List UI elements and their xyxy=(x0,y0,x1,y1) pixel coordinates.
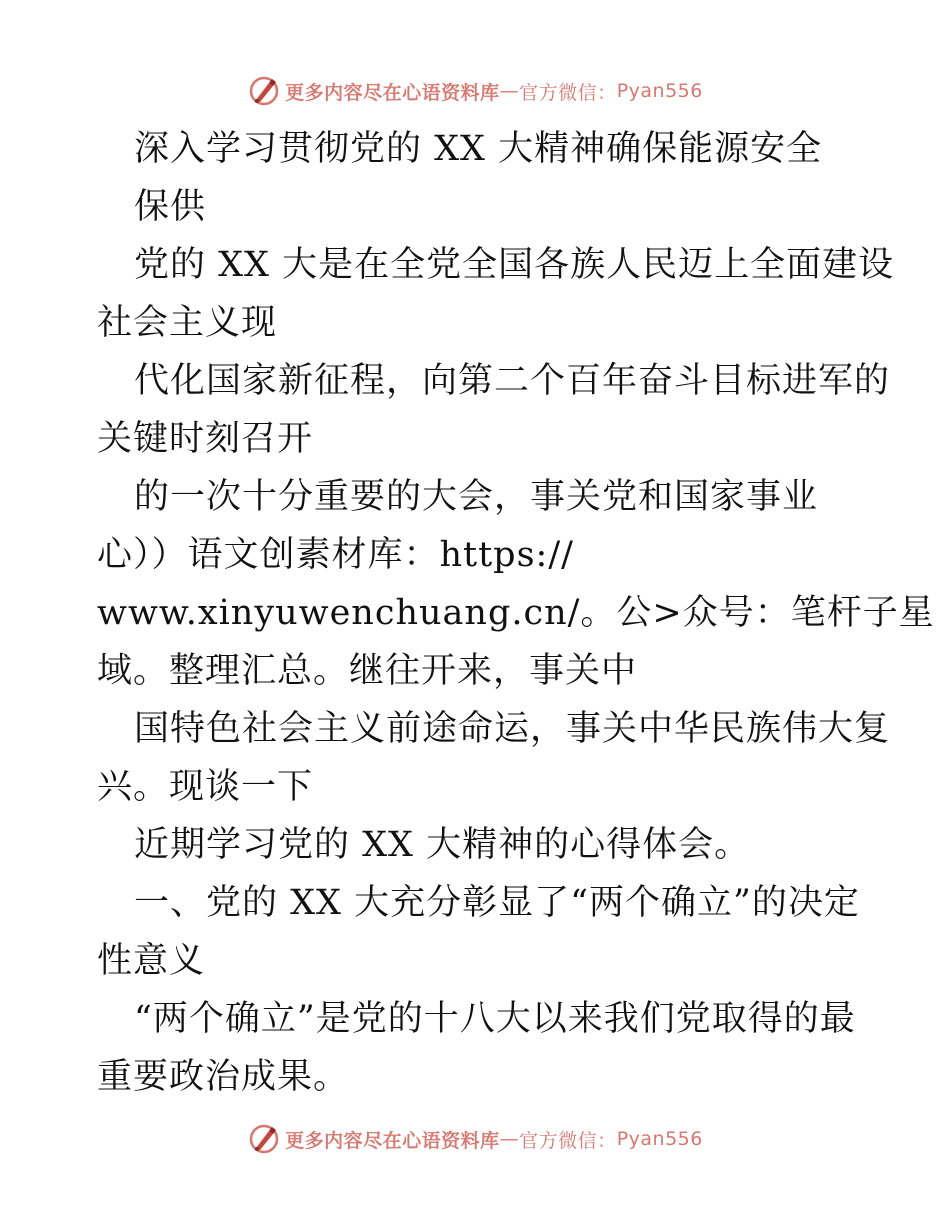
paragraph-line: 心））语文创素材库：https:// xyxy=(97,535,574,575)
paragraph-line: 关键时刻召开 xyxy=(97,419,314,459)
paragraph-line: “两个确立”是党的十八大以来我们党取得的最 xyxy=(134,999,856,1039)
banner-wechat-id: Pyan556 xyxy=(616,80,703,102)
title-line-1: 深入学习贯彻党的 XX 大精神确保能源安全 xyxy=(134,129,823,169)
banner-site-text: 更多内容尽在心语资料库 xyxy=(285,1129,500,1152)
pen-circle-logo-icon xyxy=(247,1122,281,1156)
paragraph-line: 国特色社会主义前途命运，事关中华民族伟大复 xyxy=(134,709,891,749)
paragraph-line: 重要政治成果。 xyxy=(97,1057,350,1097)
paragraph-line: 党的 XX 大是在全党全国各族人民迈上全面建设 xyxy=(134,245,895,285)
paragraph-line: 近期学习党的 XX 大精神的心得体会。 xyxy=(134,825,751,865)
paragraph-line: 的一次十分重要的大会，事关党和国家事业 xyxy=(134,477,819,517)
banner-wechat-label: 官方微信： xyxy=(519,81,617,104)
paragraph-line: 域。整理汇总。继往开来，事关中 xyxy=(97,651,638,691)
banner-dash: — xyxy=(499,1128,520,1150)
title-line-2: 保供 xyxy=(134,187,207,227)
paragraph-line: 代化国家新征程，向第二个百年奋斗目标进军的 xyxy=(134,361,891,401)
banner-dash: — xyxy=(499,80,520,102)
section-heading-line: 性意义 xyxy=(97,941,206,981)
footer-watermark-banner xyxy=(0,1119,950,1159)
paragraph-line: www.xinyuwenchuang.cn/。公>众号：笔杆子星 xyxy=(97,593,935,633)
pen-circle-logo-icon xyxy=(247,74,281,108)
banner-site-text: 更多内容尽在心语资料库 xyxy=(285,81,500,104)
paragraph-line: 社会主义现 xyxy=(97,303,278,343)
document-body xyxy=(97,120,935,1106)
paragraph-line: 兴。现谈一下 xyxy=(97,767,314,807)
banner-wechat-label: 官方微信： xyxy=(519,1129,617,1152)
banner-wechat-id: Pyan556 xyxy=(616,1128,703,1150)
header-watermark-banner xyxy=(0,71,950,111)
section-heading-line: 一、党的 XX 大充分彰显了“两个确立”的决定 xyxy=(134,883,860,923)
